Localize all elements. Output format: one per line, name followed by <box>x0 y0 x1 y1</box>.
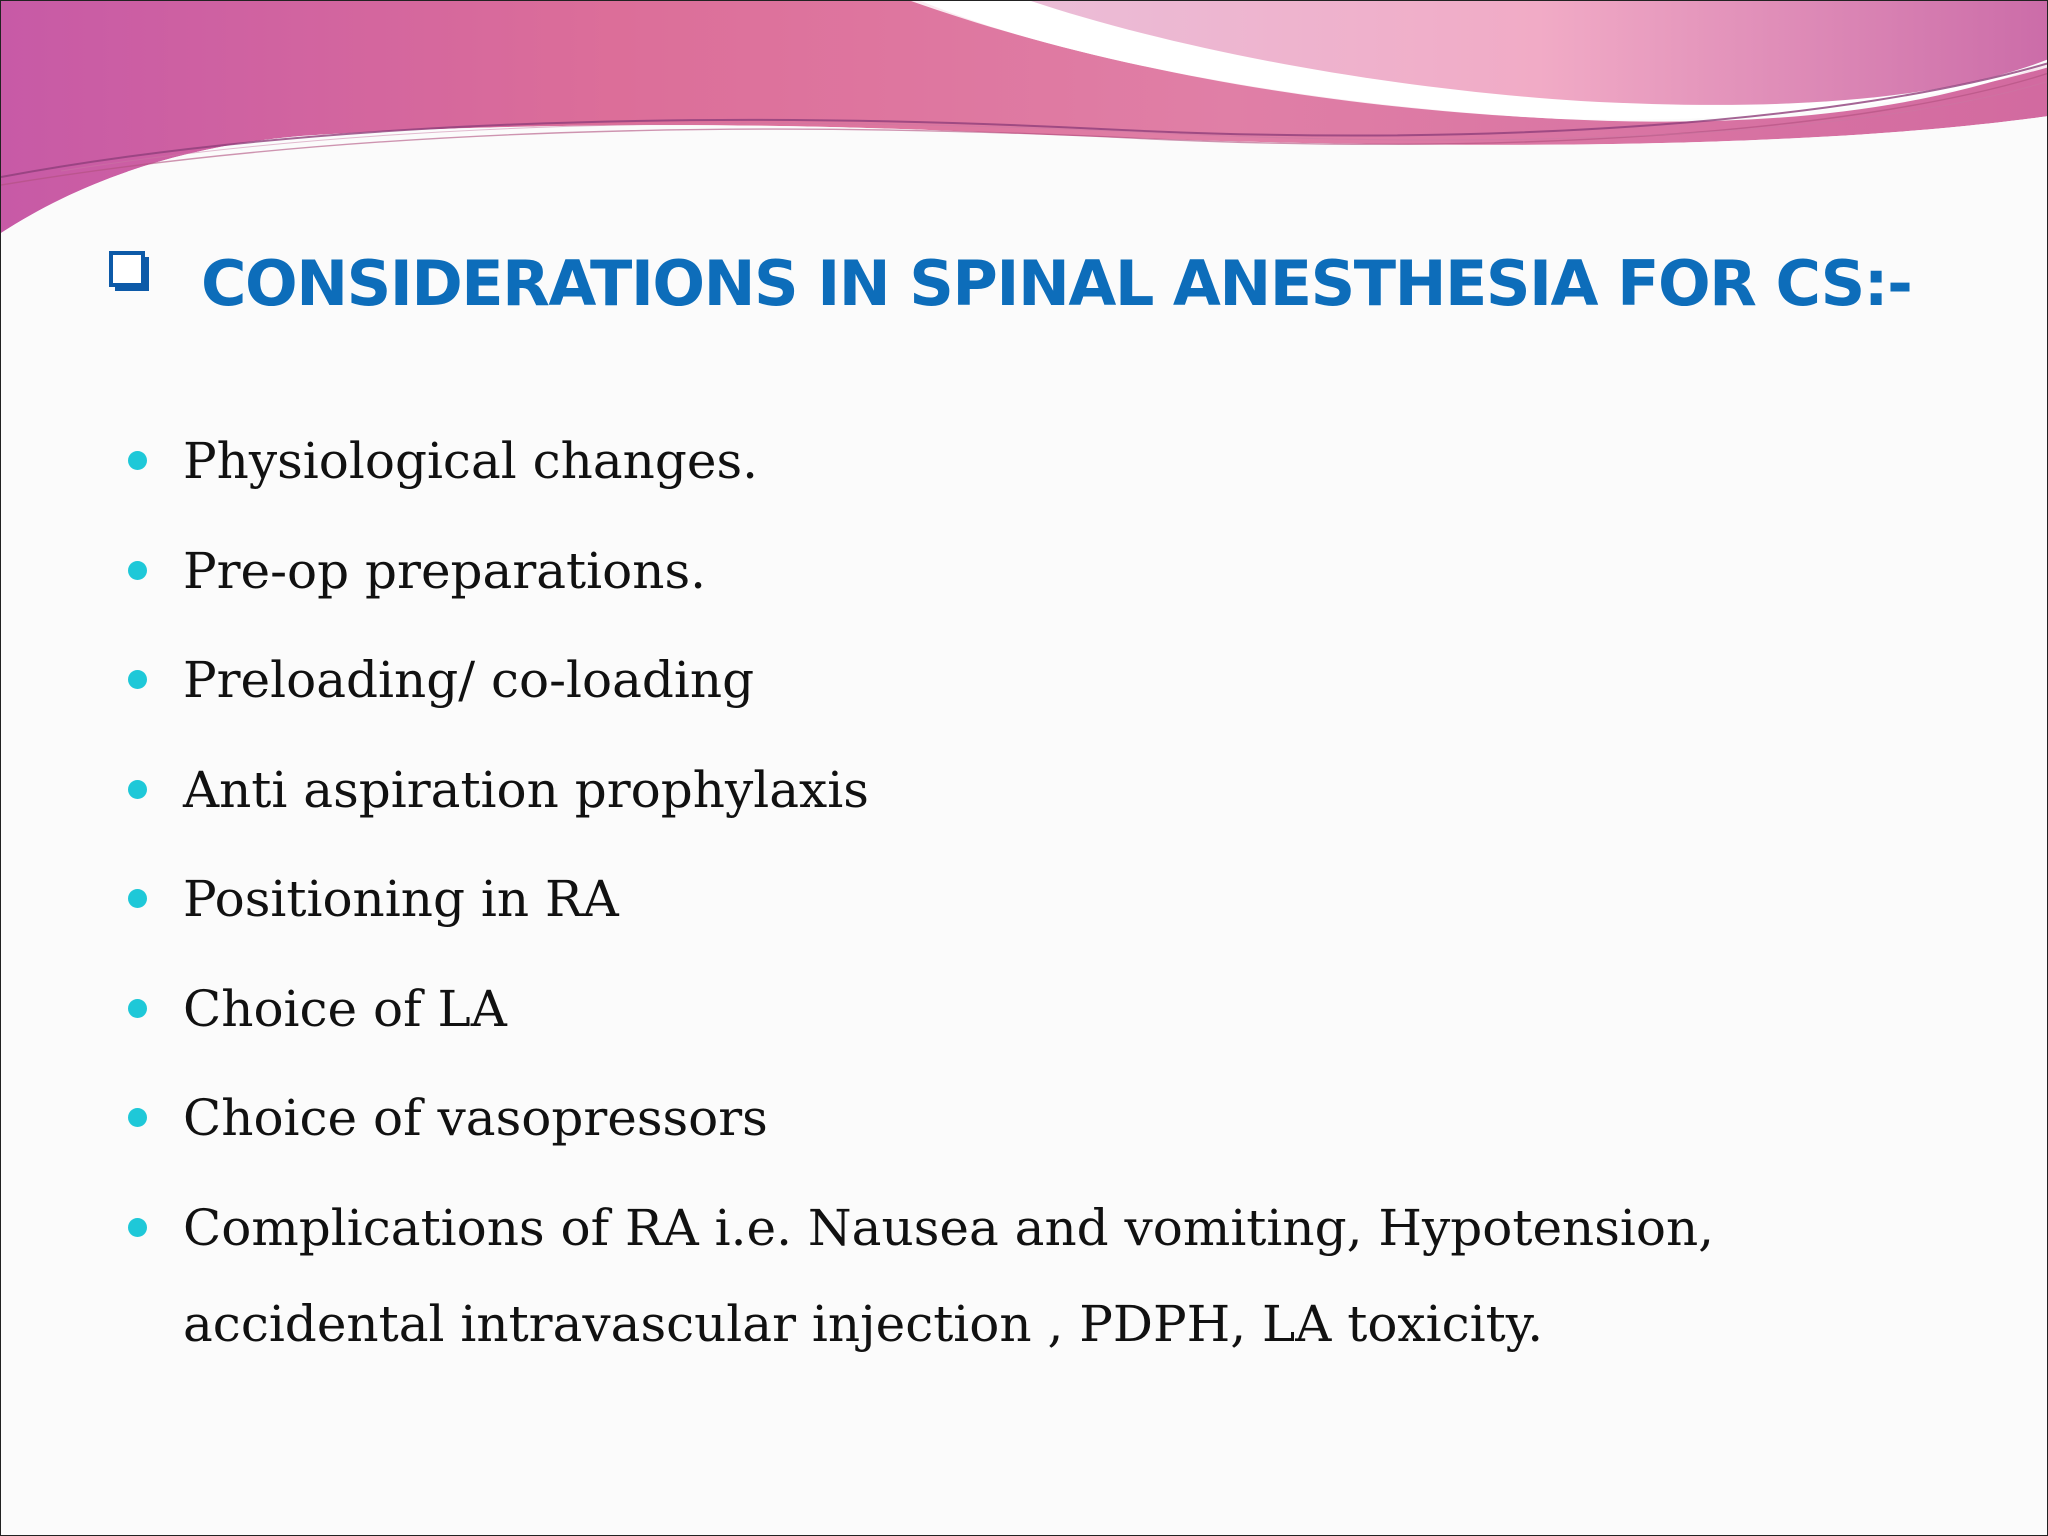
bullet-item <box>121 1180 1801 1372</box>
bullet-text: Positioning in RA <box>183 870 619 928</box>
slide-title: CONSIDERATIONS IN SPINAL ANESTHESIA FOR CS:- <box>201 246 1912 320</box>
dot-bullet-icon <box>128 999 147 1018</box>
bullet-text: Preloading/ co-loading <box>183 651 755 709</box>
hollow-square-bullet-icon <box>109 251 151 293</box>
bullet-item <box>121 1070 1801 1180</box>
dot-bullet-icon <box>128 670 147 689</box>
dot-bullet-icon <box>128 1218 147 1237</box>
bullet-item <box>121 523 1801 633</box>
dot-bullet-icon <box>128 451 147 470</box>
bullet-item <box>121 742 1801 852</box>
dot-bullet-icon <box>128 780 147 799</box>
bullet-text: Physiological changes. <box>183 432 758 490</box>
decorative-header-wave <box>1 1 2048 241</box>
bullet-item <box>121 632 1801 742</box>
bullet-text: Anti aspiration prophylaxis <box>183 760 869 819</box>
bullet-item <box>121 961 1801 1071</box>
bullet-text: Complications of RA i.e. Nausea and vomiting, Hypotension, accidental intravascular injection , PDPH, LA toxicity. <box>183 1198 1715 1353</box>
dot-bullet-icon <box>128 1108 147 1127</box>
bullet-list <box>121 413 1801 1372</box>
bullet-text: Choice of vasopressors <box>183 1089 768 1147</box>
bullet-item <box>121 851 1801 961</box>
dot-bullet-icon <box>128 889 147 908</box>
bullet-item <box>121 413 1801 523</box>
dot-bullet-icon <box>128 561 147 580</box>
title-row <box>109 233 1911 333</box>
bullet-text: Pre-op preparations. <box>183 541 706 600</box>
bullet-text: Choice of LA <box>183 979 507 1038</box>
